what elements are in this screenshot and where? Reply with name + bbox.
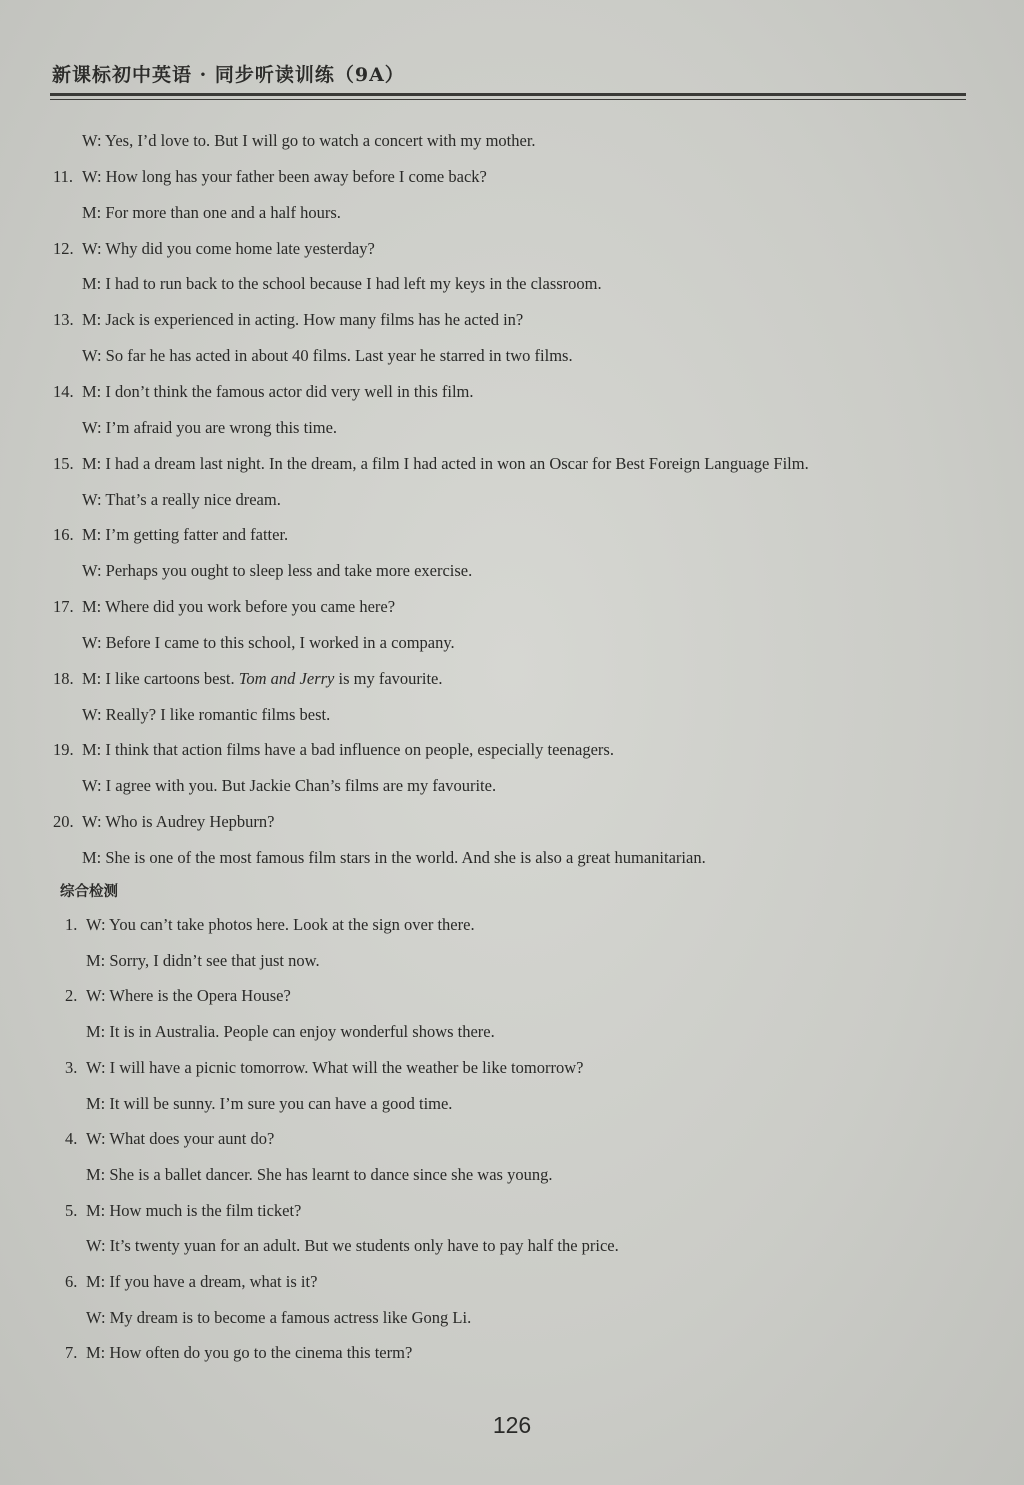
item-number: 7.: [65, 1343, 78, 1363]
dialogue-line: [86, 1308, 471, 1328]
item-number: 4.: [65, 1129, 78, 1149]
dialogue-text: W: Where is the Opera House?: [86, 986, 291, 1006]
dialogue-text: W: What does your aunt do?: [86, 1129, 275, 1149]
page-number: 126: [492, 1412, 532, 1438]
running-header: 新课标初中英语 · 同步听读训练（9A）: [52, 64, 405, 86]
dialogue-text: W: You can’t take photos here. Look at the sign over there.: [86, 915, 475, 934]
item-number: 17.: [53, 597, 74, 617]
dialogue-line: [82, 705, 330, 725]
dialogue-text: M: I had a dream last night. In the dream, a film I had acted in won an Oscar for Best Foreign Language Film.: [82, 453, 809, 473]
dialogue-text: W: Why did you come home late yesterday?: [82, 238, 375, 258]
dialogue-line: [82, 274, 602, 294]
item-number: 20.: [53, 812, 74, 832]
dialogue-line: [86, 951, 320, 971]
dialogue-text: W: Perhaps you ought to sleep less and take more exercise.: [82, 561, 473, 581]
dialogue-text: M: I think that action films have a bad influence on people, especially teenagers.: [82, 740, 614, 760]
dialogue-line: [86, 1165, 552, 1185]
dialogue-text: W: How long has your father been away before I come back?: [82, 166, 487, 186]
dialogue-text-after: is my favourite.: [334, 668, 443, 688]
dialogue-line: [82, 740, 614, 760]
dialogue-line: [82, 203, 341, 223]
dialogue-line: [82, 633, 455, 653]
dialogue-line: [86, 1272, 317, 1292]
dialogue-line: [82, 131, 536, 151]
dialogue-text: W: Really? I like romantic films best.: [82, 704, 331, 724]
item-number: 19.: [53, 740, 74, 760]
dialogue-line: [86, 1058, 583, 1078]
dialogue-line: [82, 167, 487, 187]
dialogue-line: [82, 310, 523, 330]
dialogue-text: M: She is a ballet dancer. She has learnt to dance since she was young.: [86, 1164, 553, 1184]
section-heading: 综合检测: [60, 884, 118, 900]
dialogue-line: [86, 915, 475, 935]
dialogue-text: M: It is in Australia. People can enjoy wonderful shows there.: [86, 1022, 495, 1042]
dialogue-line: [82, 525, 288, 545]
item-number: 6.: [65, 1272, 78, 1291]
dialogue-line: [82, 669, 443, 689]
dialogue-text: W: That’s a really nice dream.: [82, 489, 281, 509]
dialogue-line: [86, 1129, 274, 1149]
dialogue-text: W: Yes, I’d love to. But I will go to watch a concert with my mother.: [82, 131, 536, 150]
dialogue-text: W: So far he has acted in about 40 films. Last year he starred in two films.: [82, 346, 573, 366]
dialogue-line: [86, 1201, 301, 1221]
dialogue-text: W: My dream is to become a famous actress like Gong Li.: [86, 1307, 472, 1327]
dialogue-text: M: If you have a dream, what is it?: [86, 1272, 318, 1291]
item-number: 15.: [53, 453, 74, 473]
dialogue-text: M: I like cartoons best.: [82, 668, 239, 688]
dialogue-line: [86, 1236, 619, 1256]
header-rule-thin: [50, 99, 966, 100]
item-number: 13.: [53, 310, 74, 330]
dialogue-text: M: How often do you go to the cinema this term?: [86, 1343, 413, 1363]
dialogue-text: W: I will have a picnic tomorrow. What will the weather be like tomorrow?: [86, 1057, 584, 1077]
dialogue-text: M: Jack is experienced in acting. How many films has he acted in?: [82, 310, 524, 330]
dialogue-text: M: Where did you work before you came here?: [82, 597, 396, 617]
item-number: 12.: [53, 238, 74, 258]
dialogue-text: M: It will be sunny. I’m sure you can have a good time.: [86, 1093, 453, 1113]
title-italic: Tom and Jerry: [238, 668, 335, 688]
dialogue-text: M: For more than one and a half hours.: [82, 202, 341, 222]
dialogue-line: [86, 1343, 412, 1363]
dialogue-text: M: I had to run back to the school because I had left my keys in the classroom.: [82, 274, 602, 294]
dialogue-line: [82, 418, 337, 438]
dialogue-text: W: I agree with you. But Jackie Chan’s films are my favourite.: [82, 776, 497, 796]
dialogue-line: [86, 1094, 452, 1114]
dialogue-text: M: She is one of the most famous film stars in the world. And she is also a great humanitarian.: [82, 848, 706, 867]
dialogue-text: M: I’m getting fatter and fatter.: [82, 525, 289, 545]
item-number: 14.: [53, 381, 74, 401]
dialogue-text: M: Sorry, I didn’t see that just now.: [86, 950, 320, 970]
dialogue-line: [82, 812, 274, 832]
dialogue-line: [86, 986, 291, 1006]
dialogue-line: [82, 597, 395, 617]
dialogue-line: [82, 454, 809, 474]
dialogue-text: W: Before I came to this school, I worked in a company.: [82, 632, 455, 652]
dialogue-line: [82, 239, 375, 259]
dialogue-line: [86, 1022, 495, 1042]
dialogue-line: [82, 776, 496, 796]
dialogue-text: W: Who is Audrey Hepburn?: [82, 812, 275, 832]
item-number: 1.: [65, 915, 78, 934]
item-number: 5.: [65, 1200, 78, 1220]
item-number: 3.: [65, 1057, 78, 1077]
item-number: 18.: [53, 668, 74, 688]
dialogue-line: [82, 848, 706, 868]
dialogue-line: [82, 490, 281, 510]
header-rule-thick: [50, 93, 966, 96]
dialogue-text: M: How much is the film ticket?: [86, 1200, 302, 1220]
dialogue-line: [82, 561, 472, 581]
dialogue-text: W: I’m afraid you are wrong this time.: [82, 417, 338, 437]
dialogue-line: [82, 346, 573, 366]
item-number: 16.: [53, 525, 74, 545]
item-number: 2.: [65, 986, 78, 1006]
dialogue-text: W: It’s twenty yuan for an adult. But we students only have to pay half the price.: [86, 1236, 619, 1256]
dialogue-line: [82, 382, 474, 402]
dialogue-text: M: I don’t think the famous actor did very well in this film.: [82, 381, 474, 401]
item-number: 11.: [53, 166, 74, 186]
